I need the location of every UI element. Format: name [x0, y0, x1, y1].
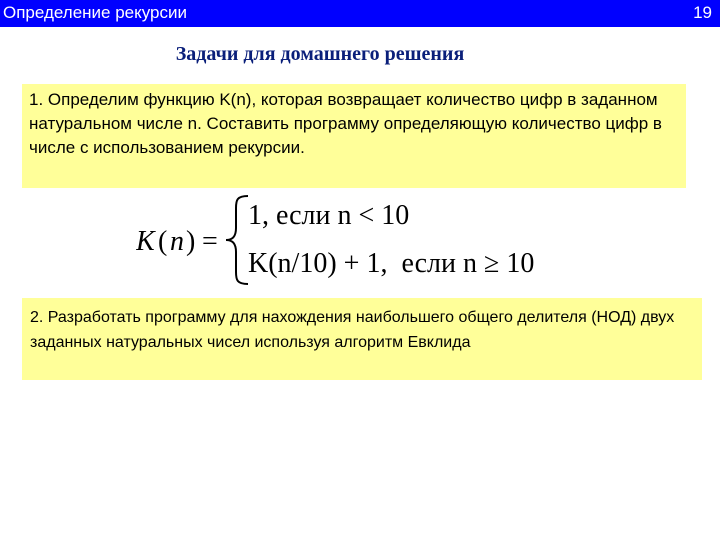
header-bar — [0, 0, 720, 27]
recursive-formula — [136, 192, 566, 288]
page-number: 19 — [693, 3, 712, 22]
formula-brace — [226, 196, 248, 284]
formula-lhs-open: ( — [158, 226, 168, 257]
formula-case-2: K(n/10) + 1, если n ≥ 10 — [248, 248, 535, 279]
task-1-box — [22, 84, 686, 188]
formula-lhs-func: K — [136, 226, 155, 257]
formula-equals: = — [202, 226, 218, 257]
formula-lhs-close: ) — [186, 226, 196, 257]
formula-lhs-arg: n — [170, 226, 184, 257]
header-title: Определение рекурсии — [3, 3, 188, 22]
task-1-text: 1. Определим функцию K(n), которая возвращает количество цифр в заданном натуральном числе n. Составить программу определяющую количество цифр в числе с использованием рекурсии. — [29, 90, 662, 157]
task-2-box — [22, 298, 702, 380]
task-2-text: 2. Разработать программу для нахождения наибольшего общего делителя (НОД) двух заданных натуральных чисел используя алгоритм Евклида — [30, 309, 675, 351]
formula-case-1: 1, если n < 10 — [248, 200, 410, 231]
page-subtitle: Задачи для домашнего решения — [175, 43, 465, 65]
